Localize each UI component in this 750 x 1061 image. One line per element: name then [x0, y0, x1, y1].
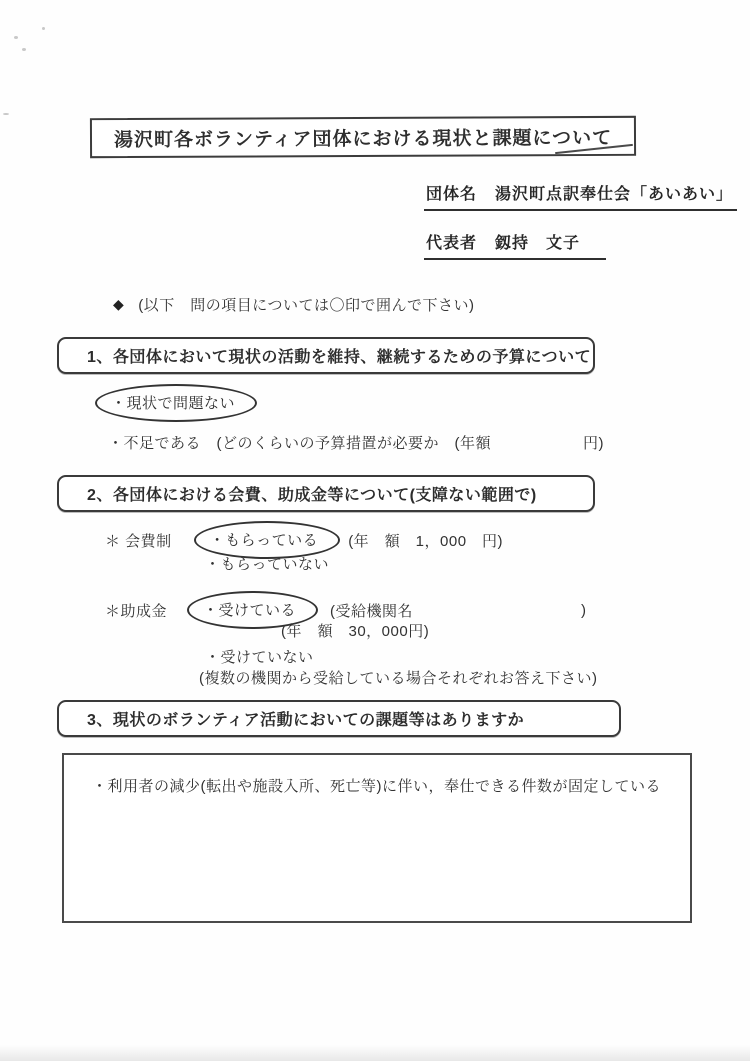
q2-subsidy-amount: (年 額 30，000円) — [281, 623, 430, 640]
q2-subsidy-note: (複数の機関から受給している場合それぞれお答え下さい) — [199, 670, 598, 687]
q2-fee-circled-option: ・もらっている — [194, 521, 341, 559]
q2-subsidy-not-option: ・受けていない — [205, 649, 314, 666]
organization-label: 団体名 — [426, 186, 478, 203]
question1-heading-box — [57, 337, 595, 374]
scan-speck — [22, 48, 26, 51]
q1-option-ok — [95, 384, 257, 422]
question3-heading: 3、現状のボランティア活動においての課題等はありますか — [87, 712, 525, 729]
question2-heading-box — [57, 475, 595, 512]
organization-value: 湯沢町点訳奉仕会「あいあい」 — [495, 186, 734, 203]
q2-fee-detail: (年 額 1，000 円) — [348, 532, 504, 550]
q1-option-short-yen: 円) — [583, 435, 604, 452]
scan-speck — [42, 27, 45, 30]
q2-fee-not-option: ・もらっていない — [205, 556, 330, 573]
question1-heading: 1、各団体において現状の活動を維持、継続するための予算について — [87, 349, 592, 366]
question2-heading: 2、各団体における会費、助成金等について(支障ない範囲で) — [87, 487, 537, 504]
form-title: 湯沢町各ボランティア団体における現状と課題について — [113, 127, 613, 151]
diamond-bullet-icon: ◆ — [113, 296, 125, 312]
q1-option-ok-circled: ・現状で問題ない — [95, 384, 257, 422]
representative-label: 代表者 — [426, 235, 478, 252]
representative-line — [424, 230, 606, 260]
q2-subsidy-circled-option: ・受けている — [187, 591, 318, 629]
q3-answer-box — [62, 753, 692, 923]
q2-subsidy-label: ＊助成金 — [105, 602, 168, 620]
q2-subsidy-detail-close: ) — [581, 601, 587, 619]
instruction-line — [113, 294, 474, 315]
scan-speck — [3, 113, 9, 115]
instruction-text: (以下 問の項目については〇印で囲んで下さい) — [138, 297, 475, 314]
q2-subsidy-detail: (受給機関名 — [330, 602, 414, 620]
organization-line — [424, 181, 737, 211]
scan-edge-shadow — [0, 1045, 750, 1061]
q2-fee-label: ＊ 会費制 — [105, 532, 172, 550]
q3-answer-text: ・利用者の減少(転出や施設入所、死亡等)に伴い，奉仕できる件数が固定している — [92, 778, 661, 795]
q1-option-short-text: ・不足である (どのくらいの予算措置が必要か (年額 — [108, 435, 491, 452]
question3-heading-box — [57, 700, 621, 737]
q1-option-short — [108, 432, 604, 453]
scan-speck — [14, 36, 18, 39]
representative-value: 釼持 文子 — [495, 235, 581, 252]
